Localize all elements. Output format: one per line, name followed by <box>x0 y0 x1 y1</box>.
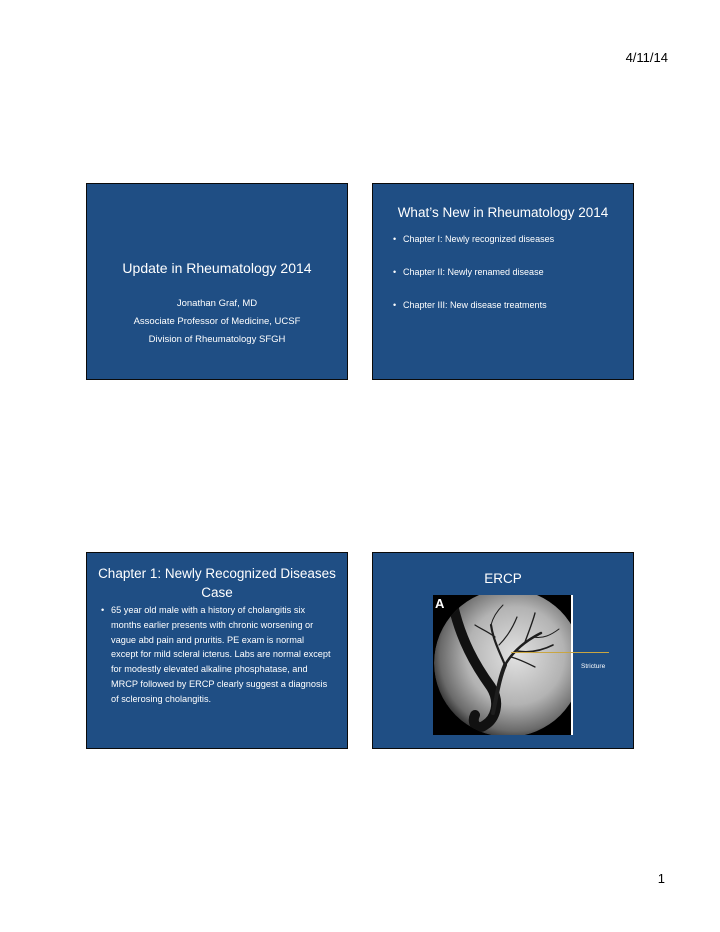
slide-title <box>87 564 347 602</box>
author-position: Associate Professor of Medicine, UCSF <box>133 316 301 327</box>
slide-ercp <box>372 552 634 749</box>
slide-whats-new <box>372 183 634 380</box>
bullet-item: • Chapter I: Newly recognized diseases <box>393 234 623 244</box>
bullet-item: • Chapter II: Newly renamed disease <box>393 267 623 277</box>
annotation-label: Stricture <box>581 663 606 670</box>
panel-label: A <box>435 596 445 611</box>
slide-subtitle <box>87 295 347 349</box>
bullet-item: • Chapter III: New disease treatments <box>393 300 623 310</box>
slide-title-line2: Case <box>201 585 233 600</box>
annotation-pointer-line <box>511 652 609 653</box>
ercp-xray-graphic <box>433 595 573 735</box>
page-date: 4/11/14 <box>625 50 668 65</box>
slide-title: ERCP <box>484 571 522 586</box>
slide-title: What’s New in Rheumatology 2014 <box>397 205 609 220</box>
slide-case <box>86 552 348 749</box>
slide-title-line1: Chapter 1: Newly Recognized Diseases <box>98 566 336 581</box>
slide-title-update <box>86 183 348 380</box>
page-number: 1 <box>657 871 665 886</box>
author-name: Jonathan Graf, MD <box>176 298 258 309</box>
slide-title: Update in Rheumatology 2014 <box>122 260 312 276</box>
author-division: Division of Rheumatology SFGH <box>148 334 286 345</box>
ercp-xray-image <box>433 595 573 735</box>
case-description: • 65 year old male with a history of cholangitis six months earlier presents with chronic worsening or vague abd pain and pruritis. PE exam is normal except for mild scleral icterus. Labs are normal except for modestly elevated alkaline phosphatase, and MRCP followed by ERCP clearly suggest a diagnosis of sclerosing cholangitis. <box>101 603 333 707</box>
